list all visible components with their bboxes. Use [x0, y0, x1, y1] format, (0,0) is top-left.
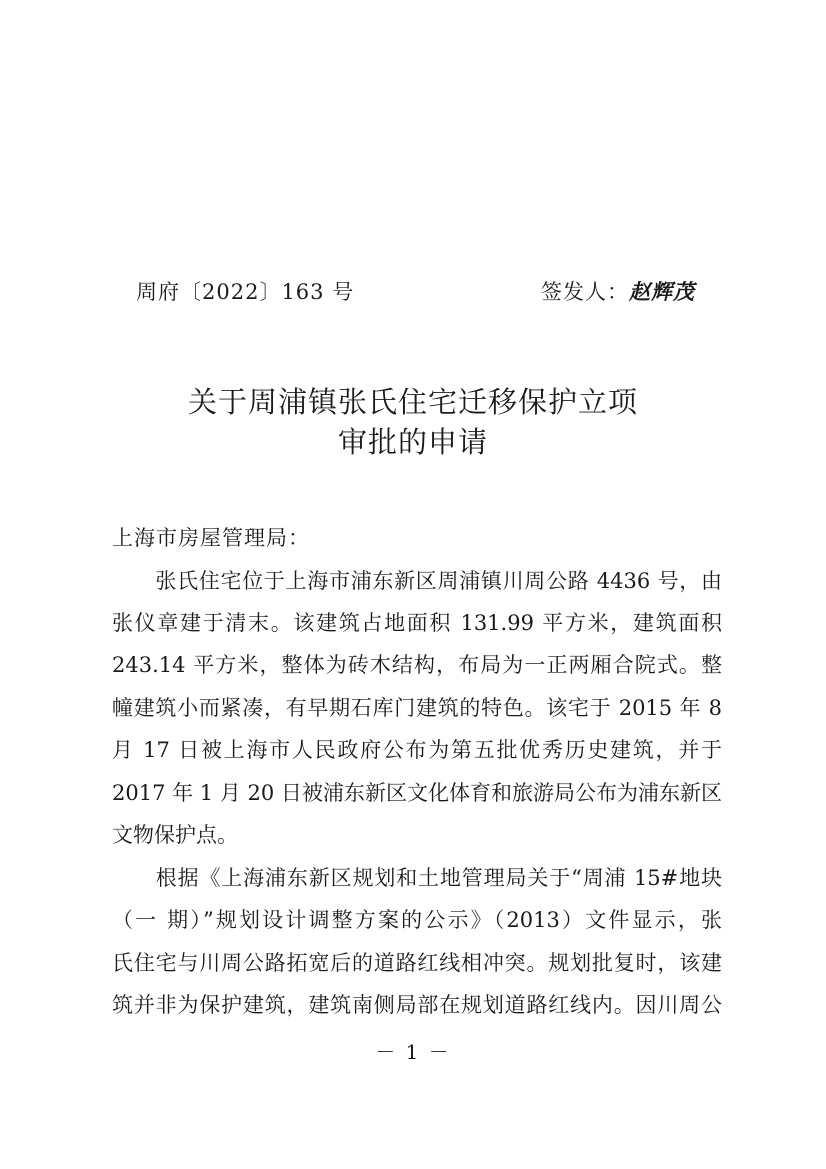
- signer: [541, 276, 695, 306]
- signer-label: 签发人：: [541, 280, 629, 304]
- body-line: （一 期）”规划设计调整方案的公示》（2013）文件显示，张: [112, 908, 722, 932]
- body-line: 氏住宅与川周公路拓宽后的道路红线相冲突。规划批复时，该建: [112, 951, 722, 975]
- document-title-line-2: 审批的申请: [337, 425, 488, 459]
- body-line: 张仪章建于清末。该建筑占地面积 131.99 平方米，建筑面积: [112, 611, 722, 635]
- signer-name: 赵辉茂: [629, 279, 695, 304]
- body-line: 根据《上海浦东新区规划和土地管理局关于“周浦 15#地块: [112, 866, 722, 890]
- body-line: 243.14 平方米，整体为砖木结构，布局为一正两厢合院式。整: [112, 653, 722, 677]
- document-title-line-1: 关于周浦镇张氏住宅迁移保护立项: [187, 385, 638, 419]
- body-line: 2017 年 1 月 20 日被浦东新区文化体育和旅游局公布为浦东新区: [112, 781, 722, 805]
- page-number: － 1 －: [375, 1040, 451, 1064]
- document-number: 周府〔2022〕163 号: [136, 280, 355, 304]
- body-line: 月 17 日被上海市人民政府公布为第五批优秀历史建筑，并于: [112, 738, 722, 762]
- body-line: 文物保护点。: [112, 823, 238, 847]
- recipient: 上海市房屋管理局：: [112, 526, 310, 550]
- body-line: 幢建筑小而紧凑，有早期石库门建筑的特色。该宅于 2015 年 8: [112, 696, 722, 720]
- body-line: 筑并非为保护建筑，建筑南侧局部在规划道路红线内。因川周公: [112, 993, 722, 1017]
- body-line: 张氏住宅位于上海市浦东新区周浦镇川周公路 4436 号，由: [112, 569, 722, 593]
